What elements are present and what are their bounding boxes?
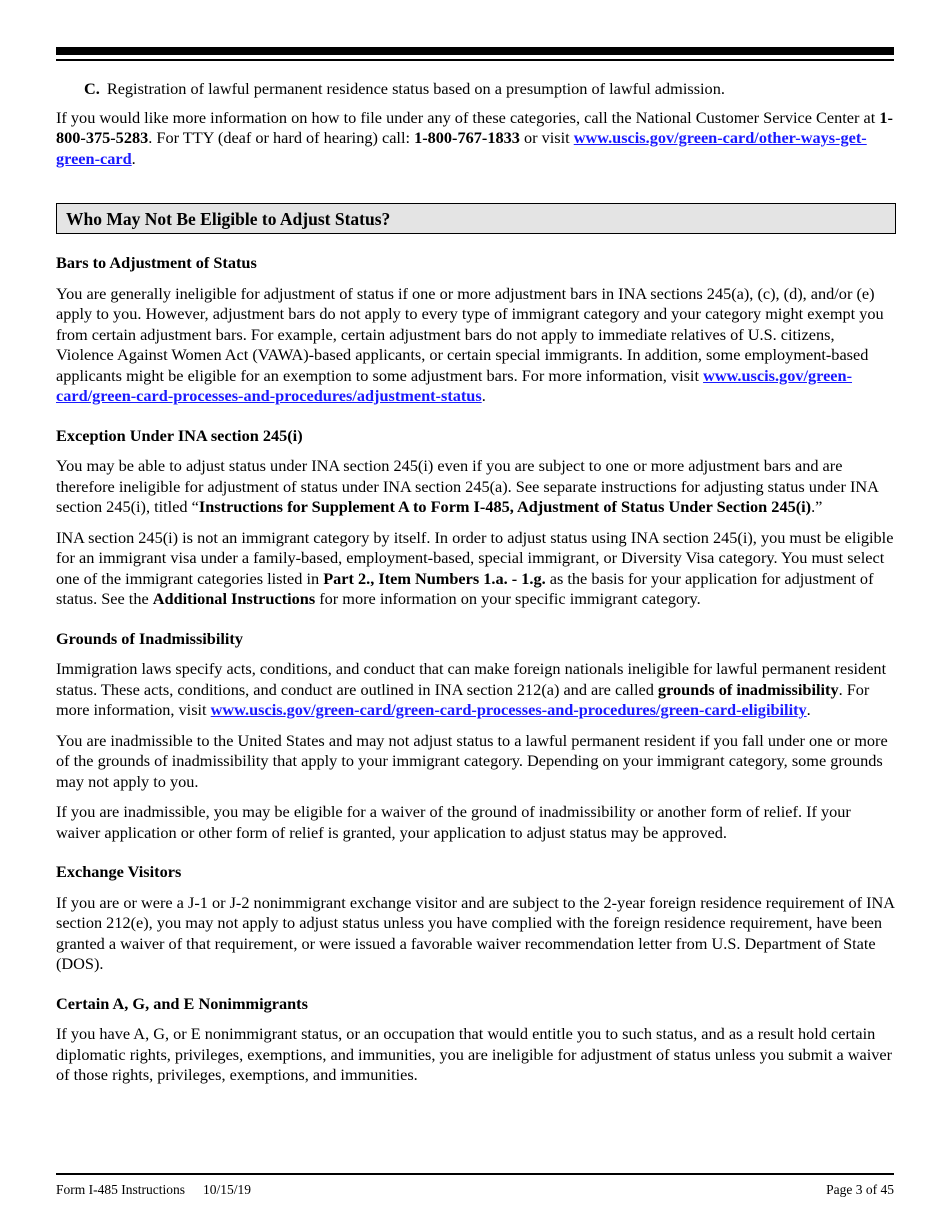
bars-text: . bbox=[481, 386, 486, 405]
exception-text: INA section 245(i) is not an immigrant category by itself. In order to adjust status using INA section 245(i), you must be eligible for an immigrant visa under a family-based, employment-based, special immigrant, or Diversity Visa category. You must select one of the immigrant categories listed in bbox=[56, 527, 894, 588]
tty-number: 1-800-767-1833 bbox=[414, 128, 520, 147]
certain-paragraph: If you have A, G, or E nonimmigrant status, or an occupation that would entitle you to such status, and as a result hold certain diplomatic rights, privileges, exemptions, and immunities, you are ineligible for adjustment of status unless you submit a waiver of those rights, privileges, exemptions, and immunities. bbox=[56, 1024, 893, 1084]
bars-paragraph bbox=[56, 284, 896, 407]
footer-page-number: Page 3 of 45 bbox=[826, 1182, 894, 1197]
exchange-heading: Exchange Visitors bbox=[56, 862, 182, 881]
grounds-text: Immigration laws specify acts, conditions, and conduct that can make foreign nationals ineligible for lawful permanent resident status. These acts, conditions, and conduct are outlined in INA section 212(a) and are called bbox=[56, 659, 887, 699]
exception-text: .” bbox=[811, 497, 823, 516]
exception-paragraph-2 bbox=[56, 528, 896, 610]
exception-heading: Exception Under INA section 245(i) bbox=[56, 425, 303, 445]
green-card-eligibility-link[interactable]: www.uscis.gov/green-card/green-card-processes-and-procedures/green-card-eligibility bbox=[210, 700, 807, 719]
exception-text: for more information on your specific immigrant category. bbox=[315, 589, 701, 608]
grounds-text: . bbox=[806, 700, 811, 719]
more-info-paragraph bbox=[56, 108, 896, 170]
more-info-text: . For TTY (deaf or hard of hearing) call: bbox=[148, 128, 415, 147]
phone-number: 1-800-375-5283 bbox=[56, 107, 893, 147]
supplement-a-title: Instructions for Supplement A to Form I-485, Adjustment of Status Under Section 245(i) bbox=[198, 497, 812, 516]
additional-instructions-ref: Additional Instructions bbox=[152, 589, 316, 608]
certain-heading: Certain A, G, and E Nonimmigrants bbox=[56, 993, 308, 1013]
grounds-paragraph-3: If you are inadmissible, you may be eligible for a waiver of the ground of inadmissibility or another form of relief. If your waiver application or other form of relief is granted, your application to adjust status may be approved. bbox=[56, 802, 851, 842]
adjustment-status-link[interactable]: www.uscis.gov/green-card/green-card-processes-and-procedures/adjustment-status bbox=[56, 365, 853, 405]
footer-form-info bbox=[56, 1182, 251, 1198]
list-item-c-text: Registration of lawful permanent residence status based on a presumption of lawful admission. bbox=[106, 79, 725, 98]
more-info-text: . bbox=[131, 148, 136, 168]
grounds-heading: Grounds of Inadmissibility bbox=[56, 628, 243, 648]
grounds-text: . For more information, visit bbox=[56, 679, 870, 719]
other-ways-link[interactable]: www.uscis.gov/green-card/other-ways-get-green-card bbox=[56, 128, 867, 168]
top-rule-thin bbox=[56, 59, 894, 61]
grounds-paragraph-2: You are inadmissible to the United States and may not adjust status to a lawful permanent resident if you fall under one or more of the grounds of inadmissibility that apply to your immigrant category. Depending on your immigrant category, some grounds may not apply to you. bbox=[56, 730, 888, 791]
footer-form-date: 10/15/19 bbox=[203, 1182, 252, 1197]
section-header: Who May Not Be Eligible to Adjust Status? bbox=[56, 203, 896, 234]
page-content bbox=[56, 79, 896, 1096]
more-info-text: or visit bbox=[519, 128, 574, 147]
exception-paragraph-1 bbox=[56, 456, 896, 518]
bars-text: You are generally ineligible for adjustment of status if one or more adjustment bars in INA sections 245(a), (c), (d), and/or (e) apply to you. However, adjustment bars do not apply to every type of immigrant category and your category might exempt you from certain adjustment bars. For example, certain adjustment bars do not apply to immediate relatives of U.S. citizens, Violence Against Women Act (VAWA)-based applicants, or certain special immigrants. In addition, some employment-based applicants might be eligible for an exemption to some adjustment bars. For more information, visit bbox=[56, 283, 884, 385]
bars-heading: Bars to Adjustment of Status bbox=[56, 253, 257, 272]
list-item-c bbox=[84, 79, 896, 100]
list-item-c-label: C. bbox=[84, 79, 100, 98]
grounds-term: grounds of inadmissibility bbox=[657, 679, 839, 699]
exception-text: as the basis for your application for adjustment of status. See the bbox=[56, 568, 874, 608]
top-rule-thick bbox=[56, 47, 894, 55]
grounds-paragraph-1 bbox=[56, 659, 896, 721]
exchange-paragraph: If you are or were a J-1 or J-2 nonimmigrant exchange visitor and are subject to the 2-year foreign residence requirement of INA section 212(e), you may not apply to adjust status unless you have complied with the foreign residence requirement, have been granted a waiver of that requirement, or were issued a favorable waiver recommendation letter from U.S. Department of State (DOS). bbox=[56, 892, 895, 973]
footer-rule bbox=[56, 1173, 894, 1175]
footer-form-name: Form I-485 Instructions bbox=[56, 1182, 185, 1197]
exception-text: You may be able to adjust status under INA section 245(i) even if you are subject to one or more adjustment bars and are therefore ineligible for adjustment of status under INA section 245(a). See separate instructions for adjusting status under INA section 245(i), titled “ bbox=[56, 456, 878, 516]
more-info-text: If you would like more information on how to file under any of these categories, call the National Customer Service Center at bbox=[56, 107, 880, 127]
item-numbers-ref: Part 2., Item Numbers 1.a. - 1.g. bbox=[323, 568, 546, 588]
